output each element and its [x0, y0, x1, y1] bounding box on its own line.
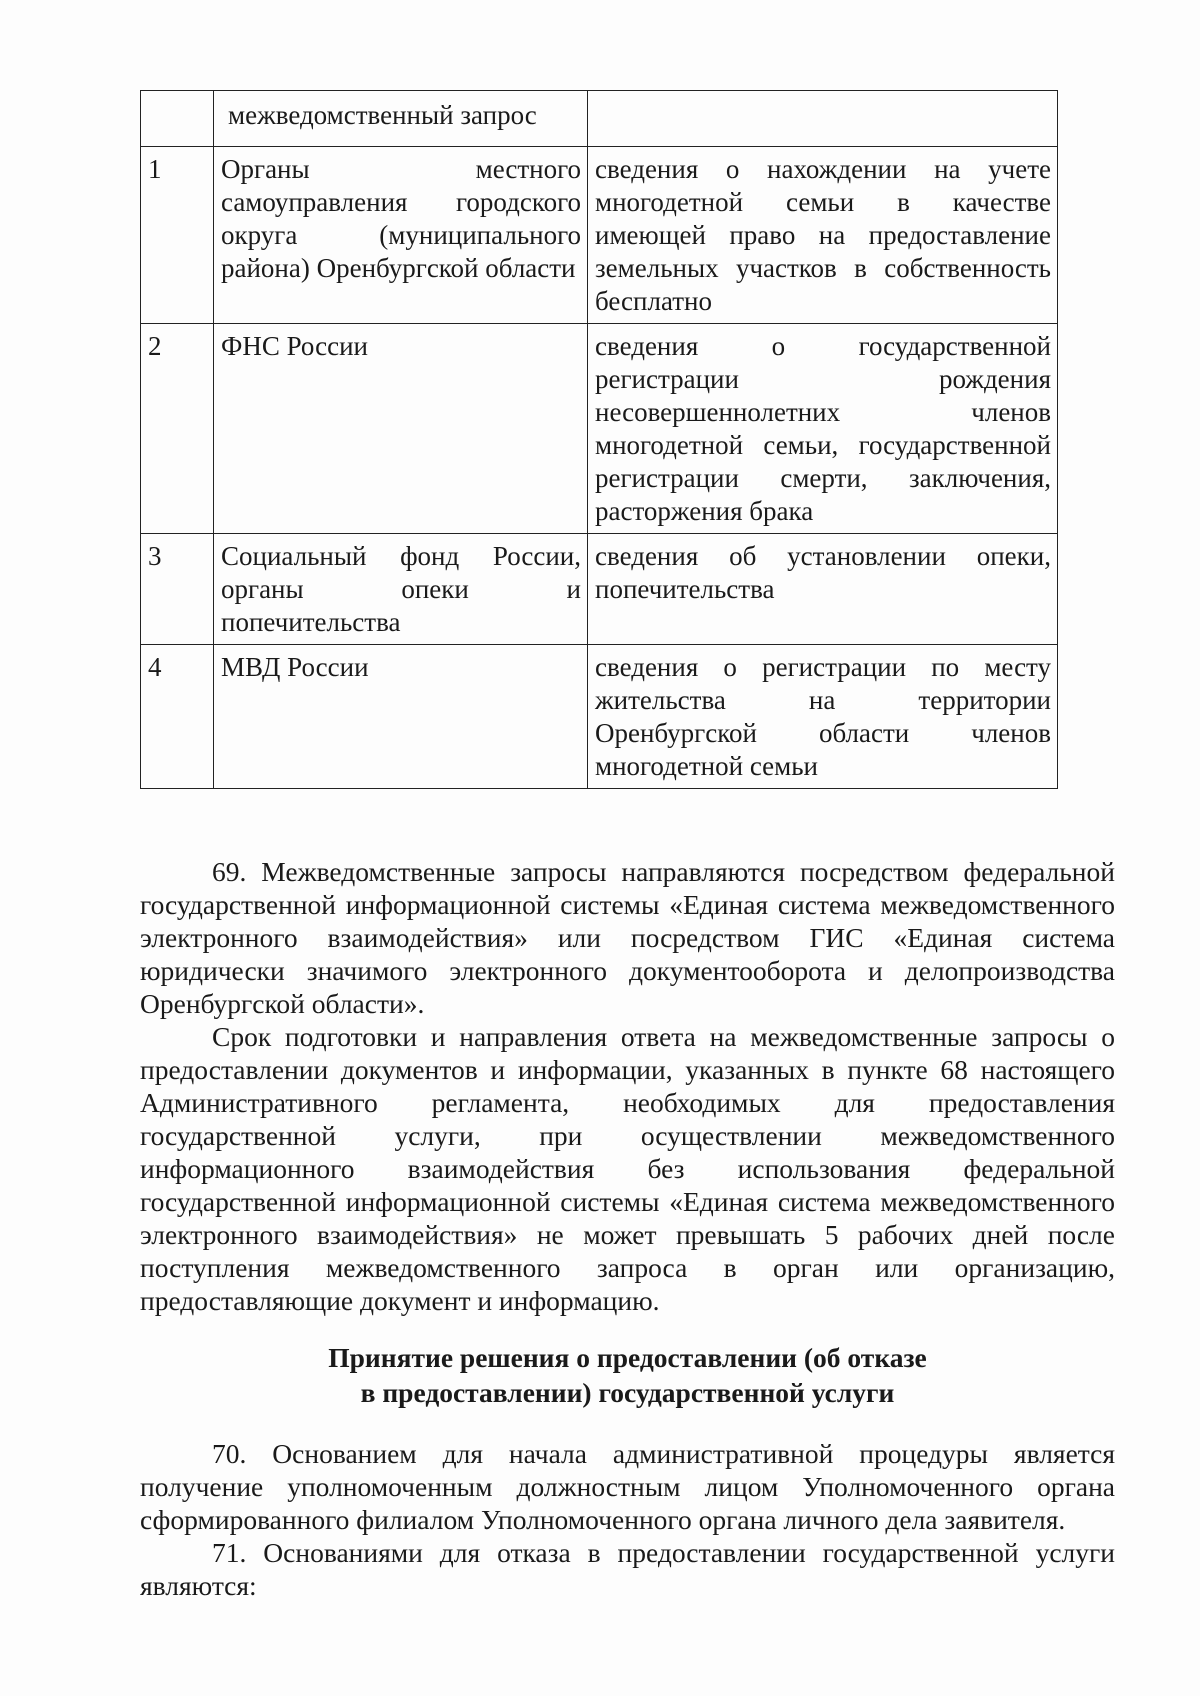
section-heading — [140, 1340, 1115, 1410]
row-information-cell: сведения о государственной регистрации рождения несовершеннолетних членов многодетной семьи, государственной регистрации смерти, заключения, расторжения брака — [588, 324, 1058, 534]
table-row — [141, 147, 1058, 324]
paragraph-71: 71. Основаниями для отказа в предоставлении государственной услуги являются: — [140, 1537, 1115, 1601]
row-information-cell: сведения о нахождении на учете многодетной семьи в качестве имеющей право на предоставление земельных участков в собственность бесплатно — [588, 147, 1058, 324]
row-organization-cell: Социальный фонд России, органы опеки и попечительства — [214, 534, 588, 645]
row-number-cell: 4 — [141, 645, 214, 789]
row-information-cell: сведения о регистрации по месту жительства на территории Оренбургской области членов многодетной семьи — [588, 645, 1058, 789]
paragraph-69: 69. Межведомственные запросы направляются посредством федеральной государственной информационной системы «Единая система межведомственного электронного взаимодействия» или посредством ГИС «Единая система юридически значимого электронного документооборота и делопроизводства Оренбургской области». — [140, 856, 1115, 1019]
section-heading-line-2: в предоставлении) государственной услуги — [360, 1377, 895, 1408]
header-number-cell — [141, 91, 214, 147]
row-number-cell: 3 — [141, 534, 214, 645]
interagency-request-table — [140, 90, 1058, 789]
row-organization-cell: Органы местного самоуправления городского округа (муниципального района) Оренбургской области — [214, 147, 588, 324]
row-organization-cell: МВД России — [214, 645, 588, 789]
row-number-cell: 2 — [141, 324, 214, 534]
table-row — [141, 324, 1058, 534]
row-number-cell: 1 — [141, 147, 214, 324]
paragraphs-before-heading — [140, 855, 1115, 1317]
table-header-row — [141, 91, 1058, 147]
paragraph-70: 70. Основанием для начала административной процедуры является получение уполномоченным должностным лицом Уполномоченного органа сформированного филиалом Уполномоченного органа личного дела заявителя. — [140, 1438, 1115, 1535]
header-organization-cell: межведомственный запрос — [214, 91, 588, 147]
section-heading-line-1: Принятие решения о предоставлении (об отказе — [328, 1342, 927, 1373]
paragraph-response-deadline: Срок подготовки и направления ответа на межведомственные запросы о предоставлении документов и информации, указанных в пункте 68 настоящего Административного регламента, необходимых для предоставления государственной услуги, при осуществлении межведомственного информационного взаимодействия без использования федеральной государственной информационной системы «Единая система межведомственного электронного взаимодействия» не может превышать 5 рабочих дней после поступления межведомственного запроса в орган или организацию, предоставляющие документ и информацию. — [140, 1021, 1115, 1316]
row-organization-cell: ФНС России — [214, 324, 588, 534]
row-information-cell: сведения об установлении опеки, попечительства — [588, 534, 1058, 645]
table-row — [141, 645, 1058, 789]
table-row — [141, 534, 1058, 645]
paragraphs-after-heading — [140, 1437, 1115, 1602]
header-information-cell — [588, 91, 1058, 147]
